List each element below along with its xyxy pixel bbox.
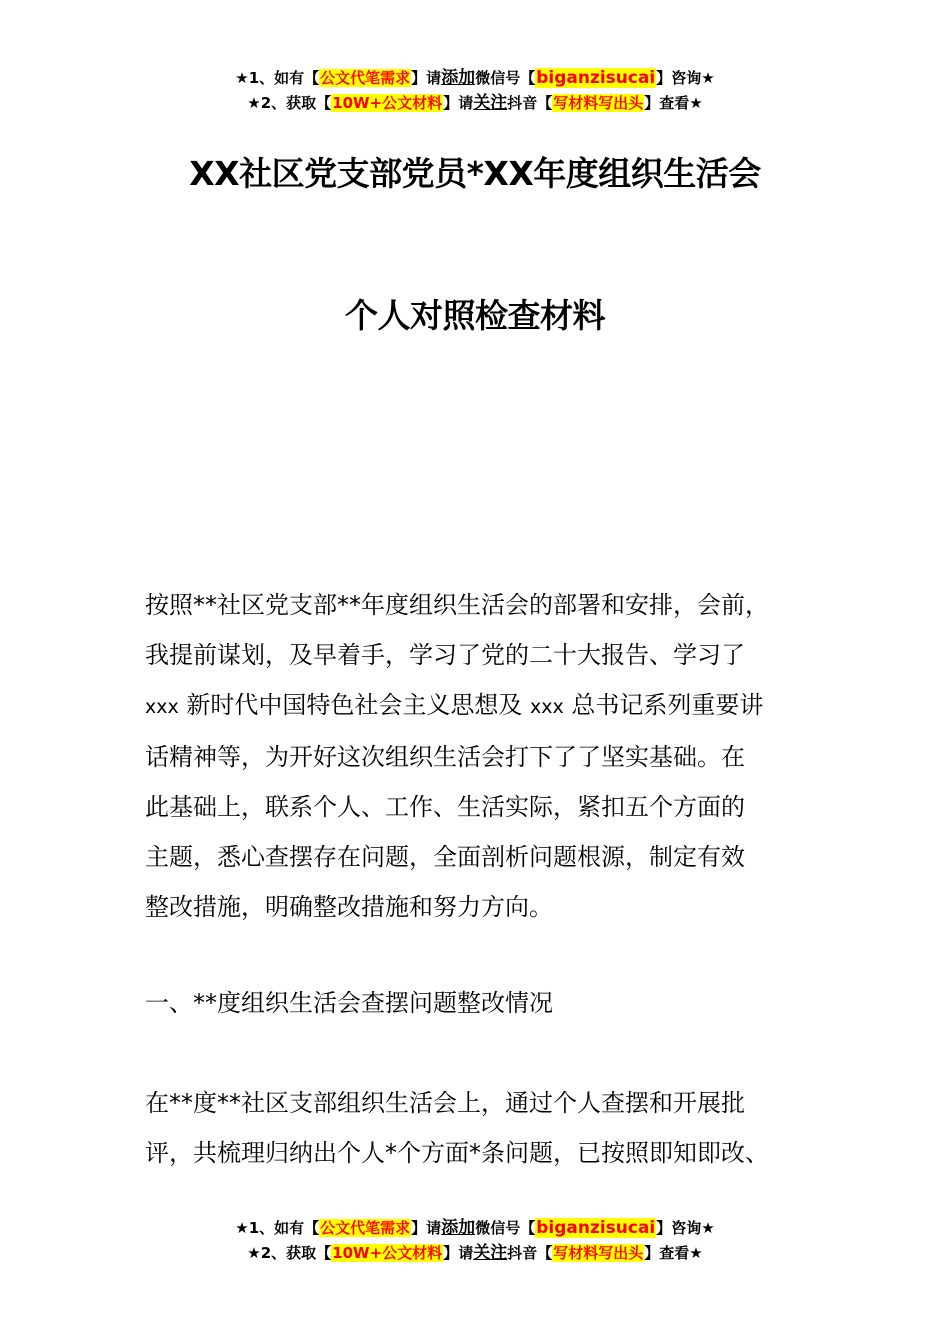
- paragraph-line: xxx 新时代中国特色社会主义思想及 xxx 总书记系列重要讲: [145, 691, 764, 719]
- paragraph-line: 整改措施，明确整改措施和努力方向。: [145, 893, 553, 921]
- banner-highlight-service: 公文代笔需求: [320, 1219, 411, 1237]
- paragraph-line: 我提前谋划，及早着手，学习了党的二十大报告、学习了: [145, 641, 745, 669]
- paragraph-line: 按照**社区党支部**年度组织生活会的部署和安排，会前，: [145, 591, 769, 619]
- banner-highlight-materials: 10W+公文材料: [332, 94, 443, 112]
- banner-highlight-materials: 10W+公文材料: [332, 1244, 443, 1262]
- paragraph-line: 在**度**社区支部组织生活会上，通过个人查摆和开展批: [145, 1089, 745, 1117]
- paragraph-line: 主题，悉心查摆存在问题，全面剖析问题根源，制定有效: [145, 843, 745, 871]
- banner-line-2: ★2、获取【10W+公文材料】请关注抖音【写材料写出头】查看★: [247, 1243, 703, 1263]
- header-banner: [0, 66, 950, 116]
- section-1-paragraph: [145, 1078, 835, 1178]
- banner-highlight-wechat: biganzisucai: [536, 68, 656, 88]
- banner-line-2: ★2、获取【10W+公文材料】请关注抖音【写材料写出头】查看★: [247, 93, 703, 113]
- intro-paragraph: [145, 580, 835, 932]
- paragraph-line: 评，共梳理归纳出个人*个方面*条问题，已按照即知即改、: [145, 1139, 769, 1167]
- banner-highlight-douyin: 写材料写出头: [553, 1244, 644, 1262]
- document-title-line-2: 个人对照检查材料: [345, 296, 605, 335]
- paragraph-line: 此基础上，联系个人、工作、生活实际，紧扣五个方面的: [145, 793, 745, 821]
- document-title-line-1: XX社区党支部党员*XX年度组织生活会: [189, 154, 761, 193]
- paragraph-line: 话精神等，为开好这次组织生活会打下了了坚实基础。在: [145, 743, 745, 771]
- banner-highlight-wechat: biganzisucai: [536, 1218, 656, 1238]
- section-heading-1: 一、**度组织生活会查摆问题整改情况: [145, 989, 553, 1017]
- footer-banner: [0, 1216, 950, 1266]
- banner-highlight-douyin: 写材料写出头: [553, 94, 644, 112]
- banner-line-1: ★1、如有【公文代笔需求】请添加微信号【biganzisucai】咨询★: [235, 68, 715, 88]
- banner-line-1: ★1、如有【公文代笔需求】请添加微信号【biganzisucai】咨询★: [235, 1218, 715, 1238]
- banner-highlight-service: 公文代笔需求: [320, 69, 411, 87]
